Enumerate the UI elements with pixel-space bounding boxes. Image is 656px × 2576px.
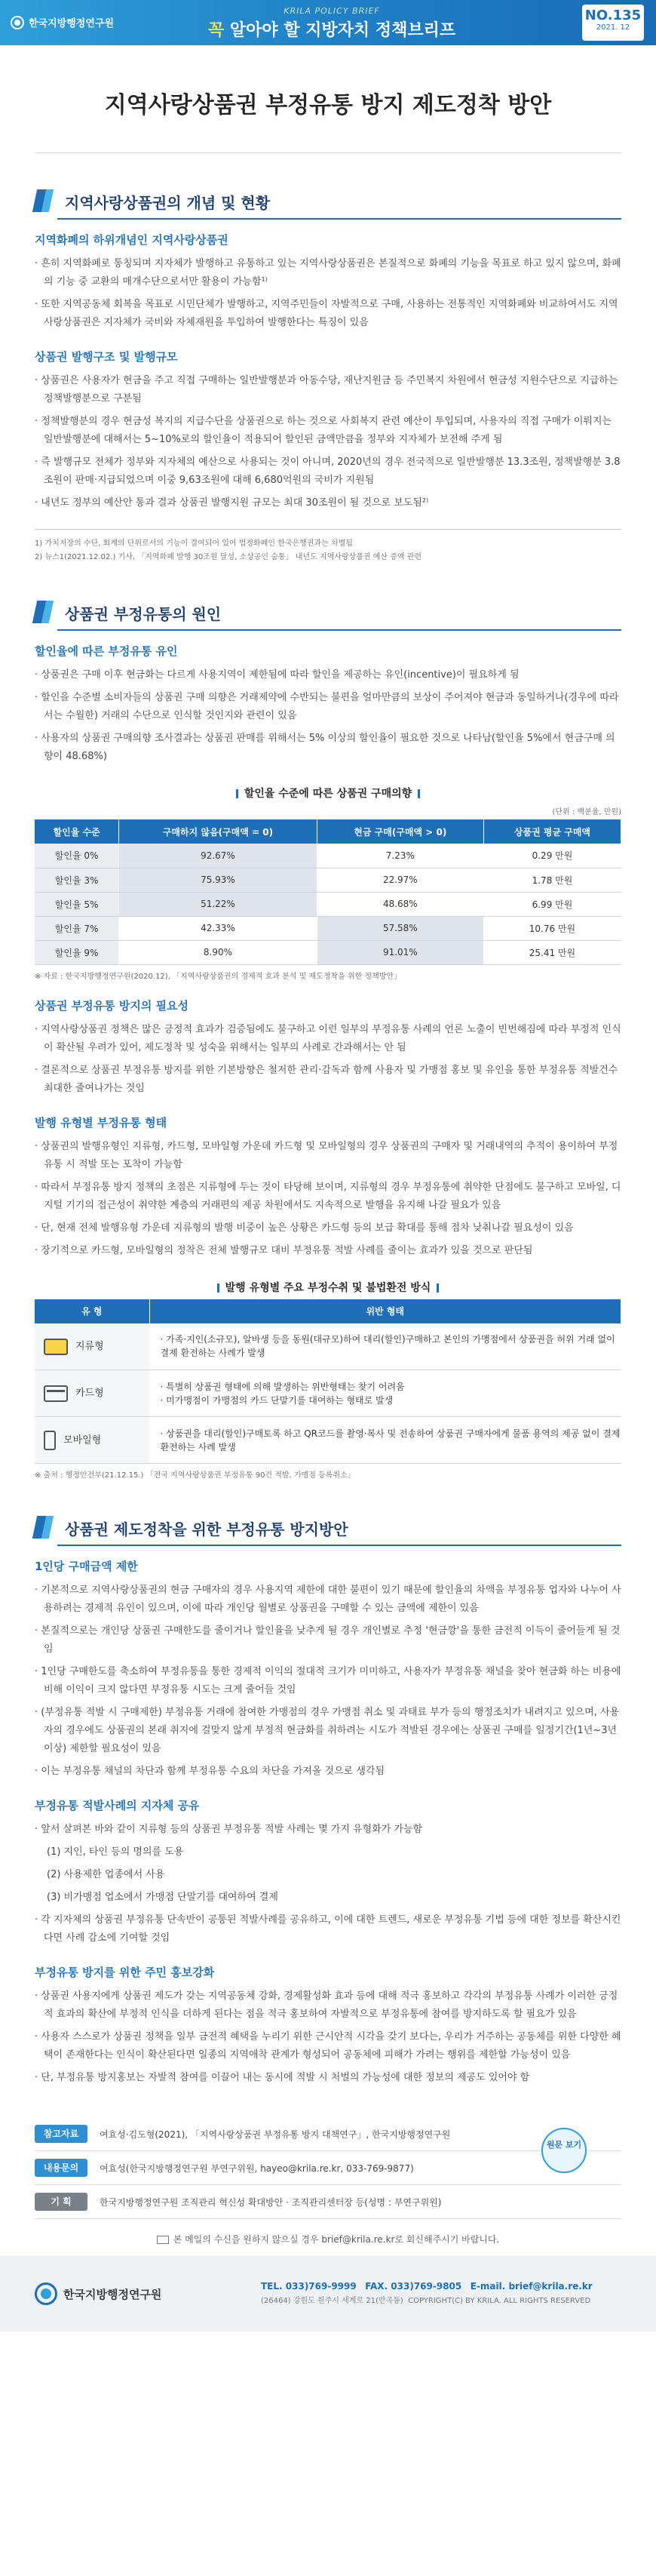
section-measures — [0, 1514, 656, 2246]
brief-title — [173, 17, 490, 41]
writer-row — [35, 2185, 621, 2219]
paragraph: · 사용자의 상품권 구매의향 조사결과는 상품권 판매를 위해서는 5% 이상의 할인율이 필요한 것으로 나타남(할인율 5%에서 현금구매 의향이 48.68%) — [35, 733, 615, 762]
table-cell: 42.33% — [119, 916, 317, 940]
column-header: 위반 형태 — [149, 1299, 621, 1323]
table-cell: 할인율 3% — [35, 868, 119, 892]
paragraph: · 결론적으로 상품권 부정유통 방지를 위한 기본방향은 철저한 관리·감독과 함께 사용자 및 가맹점 홍보 및 유인을 통한 부정유통 적발건수 최대한 줄여나가는 것임 — [35, 1064, 618, 1094]
email-link[interactable]: E-mail. brief@krila.re.kr — [470, 2281, 593, 2292]
ref-row — [35, 2117, 621, 2151]
table-cell: 할인율 9% — [35, 940, 119, 964]
type-cell — [35, 1323, 149, 1370]
writer-tag: 기 획 — [35, 2193, 87, 2211]
section-title: 상품권 부정유통의 원인 — [65, 604, 222, 623]
column-header: 유 형 — [35, 1299, 149, 1323]
footnote: 2) 뉴스1(2021.12.02.) 기사, 「지역화폐 발행 30조원 달성, 소상공인 숨통」 내년도 지역사랑상품권 예산 증액 관련 — [35, 553, 422, 561]
contact-tag: 내용문의 — [35, 2159, 87, 2177]
type-cell — [35, 1370, 149, 1417]
footnotes — [35, 529, 621, 564]
subheading: 상품권 발행구조 및 발행규모 — [35, 350, 178, 364]
table-source: ※ 출처 : 행정안전부(21.12.15.) 「전국 지역사랑상품권 부정유통 90건 적발, 가맹점 등록취소」 — [35, 1471, 355, 1480]
footnote: 1) 가치저장의 수단, 회계의 단위로서의 기능이 결여되어 있어 법정화폐인 한국은행권과는 차별됨 — [35, 539, 353, 548]
table-cell: 1.78 만원 — [483, 868, 621, 892]
paragraph: · 할인을 수준별 소비자들의 상품권 구매 의향은 거래제약에 수반되는 불편을 얼마만큼의 보상이 주어져야 현금과 동일하거나(경우에 따라서는 수월한) 거래의 수단으로 인식할 것인지와 관련이 있음 — [35, 692, 619, 721]
paragraph: · 각 지자체의 상품권 부정유통 단속반이 공통된 적발사례를 공유하고, 이에 대한 트렌드, 새로운 부정유통 기법 등에 대한 정보를 확산시킨다면 사례 감소에 기여할 것임 — [35, 1914, 621, 1944]
list-item: (1) 지인, 타인 등의 명의를 도용 — [47, 1846, 184, 1858]
section-heading — [35, 599, 621, 626]
table-cell: 91.01% — [317, 940, 483, 964]
table-cell: 48.68% — [317, 892, 483, 916]
paragraph: · 장기적으로 카드형, 모바일형의 정착은 전체 발행규모 대비 부정유통 적발 사례를 줄이는 효과가 있을 것으로 판단됨 — [35, 1244, 533, 1256]
table-cell: 22.97% — [317, 868, 483, 892]
contact-row — [35, 2151, 621, 2185]
brief-title-block — [173, 6, 490, 41]
paragraph: · 상품권 사용지에게 상품권 제도가 갖는 지역공동체 강화, 경제활성화 효과 등에 대해 적극 홍보하고 각각의 부정유통 사례가 이러한 긍정적 효과의 확산에 부정적 인식을 더하게 된다는 점을 적극 홍보하여 자발적으로 부정유통에 참여를 방지하도록 할 필요가 있음 — [35, 1990, 618, 2020]
subheading: 발행 유형별 부정유통 형태 — [35, 1115, 167, 1130]
paragraph: · (부정유통 적발 시 구매제한) 부정유통 거래에 참여한 가맹점의 경우 가맹점 취소 및 과태료 부가 등의 행정조치가 내려지고 있으며, 사용자의 경우에도 상품권의 본래 취지에 걸맞지 않게 부정적 현금화를 취하려는 시도가 적발된 경우에는 상품권 구매를 일정기간(1년~3년 이상) 제한할 필요성이 있음 — [35, 1707, 620, 1754]
footer-contact: TEL. 033)769-9999 FAX. 033)769-9805 E-mail. brief@krila.re.kr (26464) 강원도 원주시 세계로 21(반곡동) COPYRIGHT(C) BY KRILA. ALL RIGHTS RESERVED — [261, 2281, 593, 2305]
krila-label: KRILA POLICY BRIEF — [284, 6, 380, 16]
section-title: 상품권 제도정착을 위한 부정유통 방지방안 — [65, 1520, 348, 1539]
paragraph: · 본질적으로는 개인당 상품권 구매한도를 줄이거나 할인율을 낮추게 될 경우 개인별로 추정 '현금깡'을 통한 금전적 이득이 줄어들게 될 것임 — [35, 1625, 621, 1655]
subheading: 지역화폐의 하위개념인 지역사랑상품권 — [35, 233, 228, 247]
list-item: (3) 비가맹점 업소에서 가맹점 단말기를 대여하여 결제 — [47, 1892, 278, 1903]
org-name: 한국지방행정연구원 — [29, 18, 115, 29]
table-row — [35, 892, 621, 916]
org-logo — [11, 15, 114, 29]
paragraph: · 내년도 정부의 예산안 통과 결과 상품권 발행지원 규모는 최대 30조원이 될 것으로 보도됨²⁾ — [35, 497, 429, 509]
subheading: 부정유통 적발사례의 지자체 공유 — [35, 1799, 200, 1812]
table-row — [35, 940, 621, 964]
section-heading — [35, 188, 621, 215]
type-table — [35, 1299, 621, 1465]
writer-text: 한국지방행정연구원 조직관리 혁신성 확대방안 · 조직관리센터장 등(성명 : 부연구위원) — [100, 2196, 442, 2208]
column-header: 할인율 수준 — [35, 819, 119, 844]
table-cell: 10.76 만원 — [483, 916, 621, 940]
issue-badge — [582, 5, 644, 41]
brief-highlight: 꼭 — [207, 21, 225, 40]
table-cell: 할인율 7% — [35, 916, 119, 940]
table-cell: 92.67% — [119, 844, 317, 868]
type-name: 모바일형 — [63, 1434, 102, 1446]
unsubscribe-notice: 본 메일의 수신을 원하지 않으실 경우 brief@krila.re.kr로 회신해주시기 바랍니다. — [35, 2233, 621, 2246]
contact-text[interactable]: 여효성(한국지방행정연구원 부연구위원, hayeo@krila.re.kr, 033-769-9877) — [100, 2163, 414, 2174]
table-cell: 할인율 0% — [35, 844, 119, 868]
table-cell: 0.29 만원 — [483, 844, 621, 868]
footer-logo — [35, 2282, 261, 2305]
violation-cell — [149, 1417, 621, 1464]
page-title: 지역사랑상품권 부정유통 방지 제도정착 방안 — [35, 45, 621, 153]
issue-no: NO.135 — [584, 8, 642, 23]
violation-line: · 상품권을 대리(할인)구매토록 하고 QR코드를 촬영·복사 및 전송하여 상품권 구매자에게 물품 용역의 제공 없이 결제 환전하는 사례 발생 — [160, 1428, 621, 1452]
subheading: 상품권 부정유통 방지의 필요성 — [35, 998, 189, 1013]
ref-text: 여효성·김도형(2021), 「지역사랑상품권 부정유통 방지 대책연구」, 한국지방행정연구원 — [100, 2129, 451, 2140]
violation-line: · 미가맹점이 가맹점의 카드 단말기를 대여하는 형태로 발생 — [160, 1394, 394, 1406]
paragraph: · 즉 발행규모 전체가 정부와 지자체의 예산으로 사용되는 것이 아니며, 2020년의 경우 전국적으로 일반발행분 13.3조원, 정책발행분 3.8조원이 판매·지급되었으며 이중 9,63조원에 대해 6,680억원의 국비가 지원됨 — [35, 456, 621, 486]
paragraph: · 이는 부정유통 채널의 차단과 함께 부정유통 수요의 차단을 가져올 것으로 생각됨 — [35, 1766, 385, 1777]
violation-cell — [149, 1323, 621, 1370]
list-item: (2) 사용제한 업종에서 사용 — [47, 1869, 165, 1880]
footer-org: 한국지방행정연구원 — [63, 2287, 162, 2301]
column-header: 구매하지 않음(구매액 = 0) — [119, 819, 317, 844]
paragraph: · 지역사랑상품권 정책은 많은 긍정적 효과가 검증됨에도 불구하고 이런 일부의 부정유통 사례의 언론 노출이 빈번해짐에 따라 부정적 인식이 확산될 우려가 있어, 제도정착 및 성숙을 위해서는 일부의 사례로 간과해서는 안 됨 — [35, 1023, 621, 1053]
references — [35, 2117, 621, 2219]
table-cell: 51.22% — [119, 892, 317, 916]
column-header: 현금 구매(구매액 > 0) — [317, 819, 483, 844]
mail-icon — [157, 2236, 169, 2244]
table-row — [35, 844, 621, 868]
table-cell: 6.99 만원 — [483, 892, 621, 916]
table-row — [35, 1323, 621, 1370]
paragraph: · 상품권은 구매 이후 현금화는 다르게 사용지역이 제한됨에 따라 할인을 제공하는 유인(incentive)이 필요하게 됨 — [35, 669, 520, 681]
krila-logo-icon — [11, 16, 24, 29]
table-cell: 25.41 만원 — [483, 940, 621, 964]
header-banner — [0, 0, 656, 45]
type-name: 카드형 — [75, 1388, 104, 1400]
footer — [0, 2256, 656, 2332]
paragraph: · 단, 현재 전체 발행유형 가운데 지류형의 발행 비중이 높은 상황은 카드형 등의 보급 확대를 통해 점차 낮춰나갈 필요성이 있음 — [35, 1222, 574, 1234]
phone-icon — [44, 1431, 56, 1450]
issue-date: 2021. 12 — [596, 23, 630, 32]
paragraph: · 상품권은 사용자가 현금을 주고 직접 구매하는 일반발행분과 아동수당, 재난지원금 등 주민복지 차원에서 현금성 지원수단으로 지급하는 정책발행분으로 구분됨 — [35, 375, 618, 404]
section-causes — [0, 599, 656, 1480]
table-title: 발행 유형별 주요 부정수취 및 불법환전 방식 — [35, 1280, 621, 1295]
section-concept — [0, 188, 656, 564]
subheading: 할인율에 따른 부정유통 유인 — [35, 644, 178, 658]
table-cell: 8.90% — [119, 940, 317, 964]
paragraph: · 앞서 살펴본 바와 같이 지류형 등의 상품권 부정유통 적발 사례는 몇 가지 유형화가 가능함 — [35, 1824, 423, 1835]
table-unit: (단위 : 백분율, 만원) — [552, 808, 621, 816]
paragraph: · 기본적으로 지역사랑상품권의 현금 구매자의 경우 사용지역 제한에 대한 불편이 있기 때문에 할인율의 차액을 부정유통 업자와 나누어 사용하려는 경제적 유인이 있으며, 이에 따라 개인당 월별로 상품권을 구매할 수 있는 금액에 제한이 있음 — [35, 1585, 621, 1614]
ref-tag: 참고자료 — [35, 2125, 87, 2143]
krila-logo-icon — [35, 2282, 57, 2305]
table-row — [35, 868, 621, 892]
paragraph: · 또한 지역공동체 회복을 목표로 시민단체가 발행하고, 지역주민들이 자발적으로 구매, 사용하는 전통적인 지역화폐와 비교하여서도 지역사랑상품권은 지자체가 국비와 자체재원을 투입하여 발행한다는 특징이 있음 — [35, 299, 618, 328]
violation-cell — [149, 1370, 621, 1417]
paragraph: · 정책발행분의 경우 현금성 복지의 지급수단을 상품권으로 하는 것으로 사회복지 관련 예산이 투입되며, 사용자의 직접 구매가 이뤄지는 일반발행분에 대해서는 5~10%로의 할인율이 적용되어 할인된 금액만큼을 정부와 지자체가 보전해 주게 됨 — [35, 416, 612, 445]
table-title: 할인율 수준에 따른 상품권 구매의향 — [35, 785, 621, 801]
paragraph: · 따라서 부정유통 방지 정책의 초점은 지류형에 두는 것이 타당해 보이며, 지류형의 경우 부정유통에 취약한 단점에도 불구하고 모바일, 디지털 기기의 접근성이 취약한 계층의 거래편의 제공 차원에서도 지속적으로 발행을 유지해 나갈 필요가 있음 — [35, 1181, 621, 1211]
type-cell — [35, 1417, 149, 1464]
subheading: 부정유통 방지를 위한 주민 홍보강화 — [35, 1966, 215, 1979]
paragraph: · 사용자 스스로가 상품권 정책을 일부 금전적 혜택을 누리기 위한 근시안적 시각을 갖기 보다는, 우리가 거주하는 공동체를 위한 다양한 혜택이 존재한다는 인식이 확산된다면 일종의 지역애착 관계가 형성되어 공동체에 피해가 가려는 행위를 제한할 가능성이 있음 — [35, 2031, 621, 2061]
cash-icon — [44, 1339, 68, 1355]
type-name: 지류형 — [75, 1341, 104, 1352]
table-cell: 57.58% — [317, 916, 483, 940]
table-row — [35, 1370, 621, 1417]
section-heading — [35, 1514, 621, 1542]
paragraph: · 단, 부정유통 방지홍보는 자발적 참여를 이끌어 내는 동시에 적발 시 처벌의 가능성에 대한 정보의 제공도 있어야 함 — [35, 2072, 530, 2083]
discount-table — [35, 819, 621, 965]
paragraph: · 상품권의 발행유형인 지류형, 카드형, 모바일형 가운데 카드형 및 모바일형의 경우 상품권의 구매자 및 거래내역의 추적이 용이하여 부정유통 시 적발 또는 포착이 가능함 — [35, 1140, 618, 1170]
column-header: 상품권 평균 구매액 — [483, 819, 621, 844]
subheading: 1인당 구매금액 제한 — [35, 1560, 138, 1573]
table-cell: 75.93% — [119, 868, 317, 892]
heading-divider — [57, 218, 621, 220]
table-source: ※ 자료 : 한국지방행정연구원(2020.12), 「지역사랑상품권의 경제적 효과 분석 및 제도정착을 위한 정책방안」 — [35, 972, 402, 981]
section-title: 지역사랑상품권의 개념 및 현황 — [65, 193, 271, 212]
violation-line: · 가족·지인(소규모), 알바생 등을 동원(대규모)하여 대리(할인)구매하고 본인의 가맹점에서 상품권을 허위 거래 없이 결제 환전하는 사례가 발생 — [160, 1334, 615, 1359]
paragraph: · 흔히 지역화폐로 통칭되며 지자체가 발행하고 유통하고 있는 지역사랑상품권은 본질적으로 화폐의 기능을 목표로 하고 있지 않으며, 화폐의 기능 중 교환의 매개수단으로서만 활용이 가능함¹⁾ — [35, 258, 621, 287]
paragraph: · 1인당 구매한도를 축소하여 부정유통을 통한 경제적 이익의 절대적 크기가 미미하고, 사용자가 부정유통 채널을 찾아 현금화 하는 비용에 비해 이익이 크지 않다면 부정유통 시도는 크게 줄어들 것임 — [35, 1666, 621, 1695]
table-cell: 할인율 5% — [35, 892, 119, 916]
heading-divider — [57, 629, 621, 631]
card-icon — [44, 1385, 68, 1402]
table-cell: 7.23% — [317, 844, 483, 868]
heading-divider — [57, 1545, 621, 1546]
table-row — [35, 916, 621, 940]
table-row — [35, 1417, 621, 1464]
view-original-button[interactable]: 원문 보기 — [541, 2128, 587, 2173]
brief-title-text: 알아야 할 지방자치 정책브리프 — [229, 21, 456, 40]
violation-line: · 특별히 상품권 형태에 의해 발생하는 위반형태는 찾기 어려움 — [160, 1381, 405, 1392]
